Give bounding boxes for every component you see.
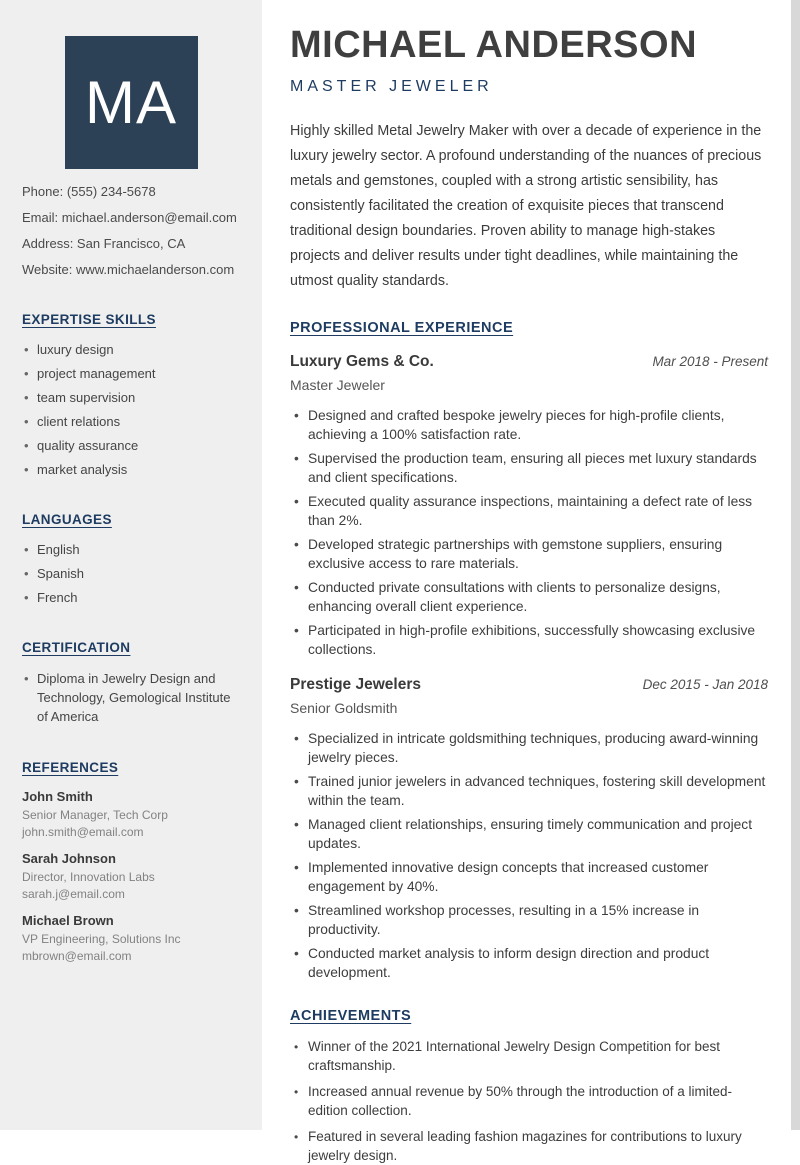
skill-item: • market analysis — [22, 461, 240, 478]
skill-item: • luxury design — [22, 341, 240, 358]
job-bullet: • Streamlined workshop processes, resulting in a 15% increase in productivity. — [290, 901, 768, 939]
contact-line: Email: michael.anderson@email.com — [22, 210, 237, 225]
job-bullets — [290, 406, 768, 659]
job-bullet: • Developed strategic partnerships with gemstone suppliers, ensuring exclusive access to rare materials. — [290, 535, 768, 573]
avatar-initials: MA — [85, 69, 177, 136]
job-section — [290, 676, 768, 982]
main-content — [262, 0, 800, 1163]
reference-email: mbrown@email.com — [22, 948, 132, 963]
languages-heading: LANGUAGES — [22, 512, 112, 527]
reference-entry — [22, 913, 240, 964]
job-role: Senior Goldsmith — [290, 700, 398, 716]
skills-list — [22, 341, 240, 478]
job-bullet: • Executed quality assurance inspections, maintaining a defect rate of less than 2%. — [290, 492, 768, 530]
job-header — [290, 676, 768, 694]
job-bullet: • Conducted private consultations with clients to personalize designs, enhancing overall client experience. — [290, 578, 768, 616]
job-section — [290, 353, 768, 659]
reference-name: John Smith — [22, 789, 93, 804]
contact-line: Website: www.michaelanderson.com — [22, 262, 235, 277]
certification-list — [22, 669, 240, 726]
reference-title: Director, Innovation Labs — [22, 870, 155, 884]
candidate-name: MICHAEL ANDERSON — [290, 24, 698, 66]
contact-list — [22, 183, 240, 278]
skill-item: • quality assurance — [22, 437, 240, 454]
reference-entry — [22, 851, 240, 902]
contact-line: Phone: (555) 234-5678 — [22, 184, 156, 199]
achievement-item: • Increased annual revenue by 50% through the introduction of a limited-edition collection. — [290, 1082, 768, 1120]
job-header — [290, 353, 768, 371]
reference-name: Michael Brown — [22, 913, 114, 928]
company-name: Prestige Jewelers — [290, 676, 421, 693]
language-item: • French — [22, 589, 240, 606]
experience-heading: PROFESSIONAL EXPERIENCE — [290, 320, 514, 336]
reference-email: john.smith@email.com — [22, 824, 144, 839]
skill-item: • project management — [22, 365, 240, 382]
job-bullet: • Managed client relationships, ensuring timely communication and project updates. — [290, 815, 768, 853]
job-dates: Dec 2015 - Jan 2018 — [642, 677, 768, 692]
avatar — [65, 36, 198, 169]
certification-item: • Diploma in Jewelry Design and Technology, Gemological Institute of America — [22, 669, 240, 726]
skill-item: • team supervision — [22, 389, 240, 406]
job-dates: Mar 2018 - Present — [652, 354, 768, 369]
job-bullet: • Participated in high-profile exhibitions, successfully showcasing exclusive collections. — [290, 621, 768, 659]
company-name: Luxury Gems & Co. — [290, 353, 434, 370]
reference-email: sarah.j@email.com — [22, 886, 125, 901]
achievements-list — [290, 1037, 768, 1165]
skill-item: • client relations — [22, 413, 240, 430]
certification-heading: CERTIFICATION — [22, 640, 131, 655]
job-bullet: • Trained junior jewelers in advanced techniques, fostering skill development within the team. — [290, 772, 768, 810]
page-edge-shadow — [791, 0, 800, 1130]
achievement-item: • Featured in several leading fashion magazines for contributions to luxury jewelry design. — [290, 1127, 768, 1165]
job-bullet: • Conducted market analysis to inform design direction and product development. — [290, 944, 768, 982]
contact-line: Address: San Francisco, CA — [22, 236, 186, 251]
reference-entry — [22, 789, 240, 840]
reference-name: Sarah Johnson — [22, 851, 116, 866]
reference-title: VP Engineering, Solutions Inc — [22, 932, 181, 946]
languages-list — [22, 541, 240, 606]
skills-heading: EXPERTISE SKILLS — [22, 312, 156, 327]
job-bullet: • Supervised the production team, ensuring all pieces met luxury standards and client specifications. — [290, 449, 768, 487]
references-heading: REFERENCES — [22, 760, 119, 775]
language-item: • English — [22, 541, 240, 558]
summary-text: Highly skilled Metal Jewelry Maker with over a decade of experience in the luxury jewelry sector. A profound understanding of the nuances of precious metals and gemstones, coupled with a strong artistic sensibility, has consistently facilitated the creation of exquisite pieces that transcend traditional design boundaries. Proven ability to manage high-stakes projects and deliver results under tight deadlines, while maintaining the utmost quality standards. — [290, 123, 762, 289]
job-bullets — [290, 729, 768, 982]
achievement-item: • Winner of the 2021 International Jewelry Design Competition for best craftsmanship. — [290, 1037, 768, 1075]
references-list — [22, 789, 240, 964]
job-bullet: • Specialized in intricate goldsmithing techniques, producing award-winning jewelry pieces. — [290, 729, 768, 767]
job-bullet: • Implemented innovative design concepts that increased customer engagement by 40%. — [290, 858, 768, 896]
language-item: • Spanish — [22, 565, 240, 582]
reference-title: Senior Manager, Tech Corp — [22, 808, 168, 822]
achievements-heading: ACHIEVEMENTS — [290, 1008, 412, 1024]
sidebar — [0, 0, 262, 1130]
candidate-title: MASTER JEWELER — [290, 78, 493, 95]
job-bullet: • Designed and crafted bespoke jewelry pieces for high-profile clients, achieving a 100% satisfaction rate. — [290, 406, 768, 444]
job-role: Master Jeweler — [290, 377, 385, 393]
